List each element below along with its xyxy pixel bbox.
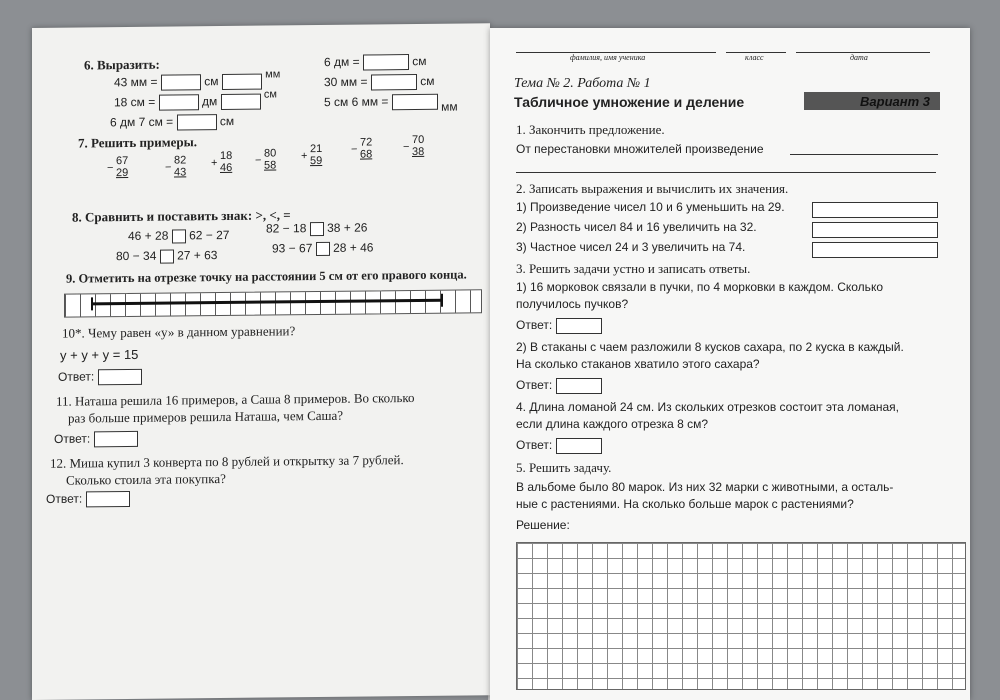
- compare-left: 80 − 34: [116, 248, 157, 264]
- operand-bottom: 46: [220, 161, 233, 175]
- operand-bottom: 38: [412, 145, 425, 159]
- operation-sign: −: [403, 141, 410, 154]
- compare-sign-box[interactable]: [160, 249, 174, 263]
- unit-label: мм: [265, 68, 281, 81]
- answer-label: Ответ:: [54, 431, 91, 446]
- compare-right: 62 − 27: [189, 227, 230, 243]
- q5-line-1: В альбоме было 80 марок. Из них 32 марки с животными, а осталь-: [516, 480, 894, 494]
- operation-sign: +: [301, 150, 308, 163]
- answer-box[interactable]: [221, 94, 261, 110]
- unit-label: см: [412, 54, 427, 69]
- column-example: [351, 136, 373, 161]
- q1-title: 1. Закончить предложение.: [516, 122, 665, 137]
- compare-item: [272, 240, 373, 256]
- task-11-line-1: 11. Наташа решила 16 примеров, а Саша 8 примеров. Во сколько: [56, 389, 415, 409]
- task-9-title: 9. Отметить на отрезке точку на расстоянии 5 см от его правого конца.: [66, 267, 467, 286]
- answer-box[interactable]: [392, 94, 438, 110]
- operand-top: 82: [174, 154, 187, 167]
- compare-sign-box[interactable]: [310, 222, 324, 236]
- task-7-examples: [102, 135, 482, 179]
- task-6-expression: 6 дм 7 см =: [110, 114, 174, 130]
- answer-row: [516, 378, 602, 394]
- compare-right: 28 + 46: [333, 240, 374, 255]
- operand-top: 67: [116, 154, 129, 168]
- left-page: [32, 23, 490, 700]
- q5-title: 5. Решить задачу.: [516, 460, 612, 475]
- variant-badge: [804, 92, 940, 110]
- operand-top: 21: [310, 142, 323, 156]
- compare-item: [266, 220, 367, 236]
- class-caption: класс: [745, 53, 764, 62]
- task-6-expression: 43 мм =: [114, 74, 158, 90]
- compare-left: 82 − 18: [266, 221, 307, 236]
- operand-bottom: 29: [116, 166, 129, 180]
- column-example: [211, 149, 233, 175]
- task-6-right-row-3: [324, 94, 458, 114]
- answer-label: Ответ:: [46, 491, 83, 507]
- operand-bottom: 59: [310, 154, 323, 168]
- compare-item: [128, 228, 229, 244]
- task-12-line-2: Сколько стоила эта покупка?: [66, 470, 226, 488]
- column-example: [107, 154, 129, 180]
- right-page: [490, 28, 970, 700]
- answer-row: [54, 431, 138, 448]
- compare-right: 38 + 26: [327, 220, 368, 235]
- q3-1-line-2: получилось пучков?: [516, 297, 629, 311]
- operand-top: 72: [360, 136, 373, 149]
- q1-answer-line[interactable]: [790, 154, 938, 155]
- answer-box[interactable]: [159, 94, 199, 110]
- answer-row: [46, 491, 130, 508]
- unit-label: см: [204, 74, 219, 89]
- subject-heading: Табличное умножение и деление: [514, 94, 745, 110]
- answer-box[interactable]: [98, 369, 142, 385]
- answer-box[interactable]: [222, 74, 262, 90]
- task-6-row-2: [114, 88, 277, 111]
- task-6-expression: 6 дм =: [324, 54, 360, 70]
- operand-top: 18: [220, 149, 233, 163]
- compare-item: [116, 248, 217, 264]
- answer-box[interactable]: [161, 74, 201, 90]
- task-12-line-1: 12. Миша купил 3 конверта по 8 рублей и открытку за 7 рублей.: [50, 452, 404, 471]
- q2-item: 1) Произведение чисел 10 и 6 уменьшить на 29.: [516, 200, 785, 214]
- task-6-right-row-1: [324, 54, 427, 71]
- operand-top: 80: [264, 147, 277, 160]
- operand-bottom: 68: [360, 148, 373, 161]
- unit-label: см: [263, 88, 277, 101]
- operation-sign: −: [255, 154, 262, 167]
- operation-sign: +: [211, 157, 218, 170]
- answer-row: [516, 438, 602, 454]
- task-6-expression: 30 мм =: [324, 74, 368, 90]
- q2-answer-box[interactable]: [812, 202, 938, 218]
- q4-line-1: 4. Длина ломаной 24 см. Из скольких отрезков состоит эта ломаная,: [516, 400, 900, 414]
- column-example: [403, 133, 425, 159]
- name-caption: фамилия, имя ученика: [570, 53, 646, 62]
- variant-label: Вариант 3: [860, 94, 930, 109]
- answer-row: [58, 369, 142, 386]
- task-6-expression: 18 см =: [114, 94, 156, 110]
- q3-2-line-2: На сколько стаканов хватило этого сахара?: [516, 357, 760, 371]
- task-6-title: 6. Выразить:: [84, 56, 160, 73]
- column-example: [301, 142, 323, 168]
- q2-title: 2. Записать выражения и вычислить их значения.: [516, 181, 789, 196]
- q4-line-2: если длина каждого отрезка 8 см?: [516, 417, 709, 431]
- task-7-title: 7. Решить примеры.: [78, 134, 197, 151]
- q2-answer-box[interactable]: [812, 242, 938, 258]
- unit-label: мм: [441, 99, 458, 114]
- compare-left: 93 − 67: [272, 241, 313, 256]
- operation-sign: −: [351, 143, 358, 156]
- compare-sign-box[interactable]: [316, 242, 330, 256]
- answer-label: Ответ:: [516, 438, 553, 453]
- unit-label: см: [219, 114, 235, 129]
- q3-1-line-1: 1) 16 морковок связали в пучки, по 4 морковки в каждом. Сколько: [516, 280, 883, 294]
- task-6-right-row-2: [324, 74, 434, 91]
- compare-sign-box[interactable]: [172, 229, 186, 243]
- operation-sign: −: [107, 162, 114, 175]
- compare-right: 27 + 63: [177, 248, 218, 263]
- task-10-title: 10*. Чему равен «у» в данном уравнении?: [62, 323, 296, 341]
- segment-end-right: [441, 294, 443, 307]
- task-6-expression: 5 см 6 мм =: [324, 94, 389, 110]
- answer-box[interactable]: [177, 114, 217, 130]
- answer-box[interactable]: [94, 431, 138, 447]
- operand-bottom: 58: [264, 159, 277, 172]
- answer-label: Ответ:: [58, 369, 95, 384]
- answer-box[interactable]: [371, 74, 417, 90]
- answer-box[interactable]: [556, 318, 602, 334]
- task-6-row-3: [110, 114, 234, 131]
- q2-item: 3) Частное чисел 24 и 3 увеличить на 74.: [516, 240, 746, 254]
- answer-box[interactable]: [363, 54, 409, 70]
- answer-label: Ответ:: [516, 378, 553, 393]
- column-example: [165, 154, 187, 179]
- q2-item: 2) Разность чисел 84 и 16 увеличить на 32.: [516, 220, 757, 234]
- q3-2-line-1: 2) В стаканы с чаем разложили 8 кусков сахара, по 2 куска в каждый.: [516, 340, 904, 354]
- operation-sign: −: [165, 161, 172, 174]
- q3-title: 3. Решить задачи устно и записать ответы.: [516, 261, 751, 276]
- answer-label: Ответ:: [516, 318, 553, 333]
- answer-box[interactable]: [556, 438, 602, 454]
- task-8-title: 8. Сравнить и поставить знак: >, <, =: [72, 207, 291, 225]
- topic-heading: Тема № 2. Работа № 1: [514, 76, 651, 91]
- compare-left: 46 + 28: [128, 228, 169, 243]
- unit-label: дм: [201, 94, 218, 109]
- solution-grid[interactable]: [516, 542, 966, 690]
- task-6-row-1: [114, 68, 281, 91]
- operand-bottom: 43: [174, 166, 187, 179]
- answer-row: [516, 318, 602, 334]
- q2-answer-box[interactable]: [812, 222, 938, 238]
- task-10-equation: у + у + у = 15: [60, 346, 139, 363]
- date-caption: дата: [850, 53, 868, 62]
- task-11-line-2: раз больше примеров решила Наташа, чем Саша?: [68, 407, 344, 426]
- q1-answer-line-2[interactable]: [516, 172, 936, 173]
- segment-end-left: [91, 297, 93, 310]
- q1-text: От перестановки множителей произведение: [516, 142, 764, 156]
- column-example: [255, 147, 277, 172]
- unit-label: см: [420, 73, 435, 89]
- q5-line-2: ные с растениями. На сколько больше марок с растениями?: [516, 497, 854, 511]
- answer-box[interactable]: [556, 378, 602, 394]
- answer-box[interactable]: [86, 491, 130, 507]
- operand-top: 70: [412, 133, 425, 147]
- solution-label: Решение:: [516, 518, 570, 532]
